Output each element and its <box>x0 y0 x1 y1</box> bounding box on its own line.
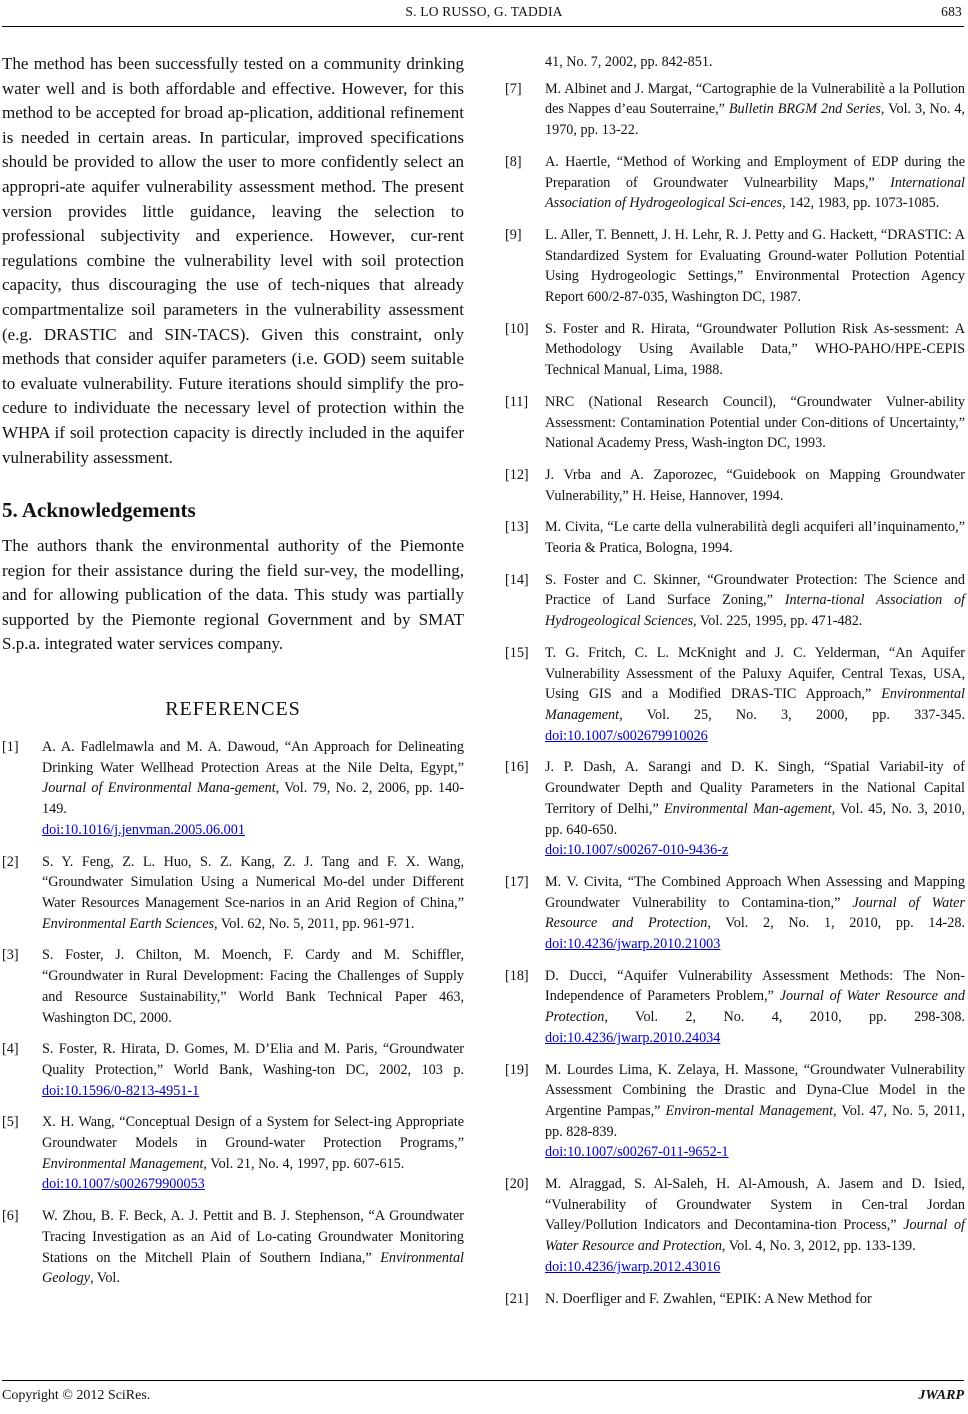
reference-text <box>545 467 965 504</box>
reference-details: , Vol. 225, 1995, pp. 471-482. <box>693 613 863 630</box>
reference-entry <box>2 945 464 1028</box>
reference-citation: 41, No. 7, 2002, pp. 842-851. <box>545 54 713 70</box>
reference-entry <box>505 465 965 506</box>
reference-source: Journal of Water Resource and Protection <box>545 894 965 932</box>
reference-list-right <box>505 52 965 1309</box>
reference-entry <box>505 225 965 308</box>
reference-number: [8] <box>505 153 522 170</box>
right-column <box>505 52 965 1320</box>
reference-details: , Vol. 62, No. 5, 2011, pp. 961-971. <box>214 915 415 932</box>
doi-link[interactable]: doi:10.1596/0-8213-4951-1 <box>42 1082 200 1099</box>
reference-entry <box>2 1039 464 1101</box>
reference-number: [10] <box>505 320 529 337</box>
left-column <box>2 52 464 1300</box>
reference-citation: A. Haertle, “Method of Working and Employment of EDP during the Preparation of Groundwater Vulnearbility Maps,” <box>545 153 965 191</box>
reference-citation: J. P. Dash, A. Sarangi and D. K. Singh, “Spatial Variabil-ity of Groundwater Depth and Quality Parameters in the National Capital Territory of Delhi,” <box>545 759 965 817</box>
running-head <box>0 4 968 28</box>
reference-number: [5] <box>2 1114 19 1131</box>
reference-text <box>545 1062 965 1161</box>
reference-citation: J. Vrba and A. Zaporozec, “Guidebook on Mapping Groundwater Vulnerability,” H. Heise, Hannover, 1994. <box>545 466 965 504</box>
reference-text <box>545 759 965 858</box>
reference-source: Environmental Management <box>545 686 965 723</box>
page-footer <box>2 1388 964 1410</box>
reference-text <box>545 645 965 744</box>
reference-text <box>545 81 965 138</box>
reference-source: Environmental Earth Sciences <box>42 915 215 932</box>
reference-number: [15] <box>505 644 529 661</box>
reference-citation: W. Zhou, B. F. Beck, A. J. Pettit and B. J. Stephenson, “A Groundwater Tracing Investigation as an Aid of Lo-cating Groundwater Monitoring Stations on the Mitchell Plain of Southern Indiana,” <box>42 1208 464 1266</box>
reference-text <box>545 968 965 1046</box>
reference-details: , 142, 1983, pp. 1073-1085. <box>782 195 940 212</box>
reference-entry <box>505 152 965 214</box>
doi-link[interactable]: doi:10.4236/jwarp.2012.43016 <box>545 1258 721 1275</box>
reference-text <box>545 1291 872 1307</box>
reference-details: , Vol. <box>90 1270 120 1287</box>
reference-text <box>42 854 464 932</box>
reference-entry <box>505 517 965 558</box>
reference-source: Journal of Environmental Mana-gement <box>42 780 276 797</box>
reference-entry <box>505 643 965 747</box>
doi-link[interactable]: doi:10.1016/j.jenvman.2005.06.001 <box>42 821 245 838</box>
reference-number: [4] <box>2 1041 19 1058</box>
reference-source: Journal of Water Resource and Protection <box>545 988 965 1026</box>
reference-number: [2] <box>2 853 19 870</box>
reference-entry <box>505 1289 965 1310</box>
reference-entry <box>505 570 965 632</box>
reference-details: , Vol. 45, No. 3, 2010, pp. 640-650. <box>545 800 965 838</box>
reference-source: Environ-mental Management <box>665 1102 834 1119</box>
reference-details: , Vol. 3, No. 4, 1970, pp. 13-22. <box>545 101 965 139</box>
reference-text <box>545 154 965 211</box>
reference-number: [3] <box>2 947 19 964</box>
reference-citation: M. Albinet and J. Margat, “Cartographie de la Vulnerabilitè a la Pollution des Nappes d’eau Souterraine,” <box>545 80 965 118</box>
reference-text <box>545 572 965 629</box>
reference-source: Environmental Man-agement <box>663 800 832 817</box>
reference-details: , Vol. 47, No. 5, 2011, pp. 828-839. <box>545 1102 965 1140</box>
reference-text <box>42 1041 464 1098</box>
reference-text <box>545 1176 965 1275</box>
reference-source: Journal of Water Resource and Protection <box>545 1217 966 1255</box>
reference-text <box>545 874 965 952</box>
doi-link[interactable]: doi:10.1007/s002679910026 <box>545 727 708 744</box>
reference-details: , Vol. 4, No. 3, 2012, pp. 133-139. <box>721 1238 916 1255</box>
reference-entry <box>505 966 965 1049</box>
reference-entry <box>505 1060 965 1164</box>
reference-text <box>545 321 965 378</box>
reference-citation: X. H. Wang, “Conceptual Design of a System for Select-ing Appropriate Groundwater Models in Ground-water Protection Programs,” <box>42 1114 464 1152</box>
reference-citation: S. Foster and C. Skinner, “Groundwater Protection: The Science and Practice of Land Surface Zoning,” <box>545 571 965 609</box>
reference-text <box>42 947 464 1025</box>
journal-abbreviation: JWARP <box>918 1388 964 1403</box>
copyright-notice: Copyright © 2012 SciRes. <box>2 1388 151 1403</box>
reference-citation: T. G. Fritch, C. L. McKnight and J. C. Yelderman, “An Aquifer Vulnerability Assessment of the Paluxy Aquifer, Central Texas, USA, Using GIS and a Modified DRAS-TIC Approach,” <box>545 644 965 703</box>
reference-citation: M. V. Civita, “The Combined Approach When Assessing and Mapping Groundwater Vulnerability to Contamina-tion,” <box>545 873 965 911</box>
reference-source: International Association of Hydrogeological Sci-ences <box>545 174 965 212</box>
reference-entry <box>505 79 965 141</box>
reference-number: [19] <box>505 1061 529 1078</box>
reference-text <box>42 739 464 838</box>
running-head-authors: S. LO RUSSO, G. TADDIA <box>405 4 563 19</box>
reference-text <box>42 1208 464 1286</box>
reference-details: , Vol. 2, No. 1, 2010, pp. 14-28. <box>707 915 965 932</box>
header-rule <box>2 26 964 27</box>
reference-entry <box>505 392 965 454</box>
reference-number: [17] <box>505 873 529 890</box>
reference-text <box>545 227 965 305</box>
reference-text <box>545 394 965 451</box>
reference-number: [18] <box>505 967 529 984</box>
doi-link[interactable]: doi:10.1007/s00267-011-9652-1 <box>545 1144 729 1161</box>
reference-citation: A. A. Fadlelmawla and M. A. Dawoud, “An Approach for Delineating Drinking Water Wellhead Protection Areas at the Nile Delta, Egypt,” <box>42 739 464 776</box>
acknowledgements-text: The authors thank the environmental authority of the Piemonte region for their assistance during the field sur-vey, the modelling, and for allowing publication of the data. This study was partially supported by the Piemonte regional Government and by SMAT S.p.a. integrated water services company. <box>2 536 464 654</box>
doi-link[interactable]: doi:10.1007/s002679900053 <box>42 1176 205 1193</box>
reference-citation: S. Y. Feng, Z. L. Huo, S. Z. Kang, Z. J. Tang and F. X. Wang, “Groundwater Simulation Using a Numerical Mo-del under Different Water Resources Management Sce-narios in an Arid Region of China,” <box>42 853 464 911</box>
reference-number: [13] <box>505 519 529 536</box>
page-number: 683 <box>941 4 962 19</box>
doi-link[interactable]: doi:10.4236/jwarp.2010.24034 <box>545 1029 721 1046</box>
acknowledgements-heading: 5. Acknowledgements <box>2 498 196 523</box>
reference-source: Environmental Management <box>42 1155 204 1172</box>
reference-entry <box>505 872 965 955</box>
reference-entry <box>505 757 965 861</box>
reference-details: , Vol. 25, No. 3, 2000, pp. 337-345. <box>619 706 965 723</box>
reference-details: , Vol. 21, No. 4, 1997, pp. 607-615. <box>203 1155 405 1172</box>
reference-number: [9] <box>505 226 522 243</box>
reference-citation: L. Aller, T. Bennett, J. H. Lehr, R. J. Petty and G. Hackett, “DRASTIC: A Standardized System for Evaluating Ground-water Pollution Potential Using Hydrogeologic Settings,” Environmental Protection Agency Report 600/2-87-035, Washington DC, 1987. <box>545 226 965 306</box>
reference-citation: M. Civita, “Le carte della vulnerabilità degli acquiferi all’inquinamento,” Teoria & Pratica, Bologna, 1994. <box>545 519 965 557</box>
reference-citation: S. Foster, J. Chilton, M. Moench, F. Cardy and M. Schiffler, “Groundwater in Rural Development: Facing the Challenges of Supply and Resource Sustainability,” World Bank Technical Paper 463, Washington DC, 2000. <box>42 947 464 1026</box>
reference-entry <box>505 1174 965 1278</box>
reference-citation: M. Lourdes Lima, K. Zelaya, H. Massone, “Groundwater Vulnerability Assessment Combining the Drastic and Dyna-Clue Model in the Argentine Pampas,” <box>545 1061 965 1119</box>
reference-details: , Vol. 2, No. 4, 2010, pp. 298-308. <box>604 1009 965 1026</box>
reference-citation: M. Alraggad, S. Al-Saleh, H. Al-Amoush, A. Jasem and D. Isied, “Vulnerability of Groundwater System in Cen-tral Jordan Valley/Pollution Indicators and Decontamina-tion Process,” <box>545 1176 965 1234</box>
reference-number: [11] <box>505 393 529 410</box>
reference-text <box>42 1114 464 1192</box>
reference-number: [16] <box>505 759 529 776</box>
reference-number: [6] <box>2 1208 19 1225</box>
reference-details: , Vol. 79, No. 2, 2006, pp. 140-149. <box>42 780 464 818</box>
reference-entry <box>2 1112 464 1195</box>
reference-entry <box>2 1206 464 1289</box>
reference-entry <box>505 319 965 381</box>
reference-text <box>545 54 713 70</box>
reference-source: Bulletin BRGM 2nd Series <box>728 101 881 118</box>
reference-citation: NRC (National Research Council), “Groundwater Vulner-ability Assessment: Contamination Potential under Con-ditions of Uncertainty,” National Academy Press, Wash-ington DC, 1993. <box>545 393 965 452</box>
reference-number: [1] <box>2 739 19 756</box>
reference-source: Environmental Geology <box>42 1249 464 1287</box>
reference-entry <box>505 52 965 73</box>
reference-text <box>545 519 965 556</box>
reference-citation: S. Foster, R. Hirata, D. Gomes, M. D’Elia and M. Paris, “Groundwater Quality Protection,” World Bank, Washing-ton DC, 2002, 103 p. <box>42 1041 464 1078</box>
reference-number: [7] <box>505 80 522 97</box>
reference-entry <box>2 737 464 841</box>
doi-link[interactable]: doi:10.4236/jwarp.2010.21003 <box>545 936 721 953</box>
references-heading: REFERENCES <box>165 698 301 721</box>
reference-source: Interna-tional Association of Hydrogeological Sciences <box>545 592 965 630</box>
reference-number: [21] <box>505 1290 529 1307</box>
reference-citation: S. Foster and R. Hirata, “Groundwater Pollution Risk As-sessment: A Methodology Using Available Data,” WHO-PAHO/HPE-CEPIS Technical Manual, Lima, 1988. <box>545 320 965 379</box>
doi-link[interactable]: doi:10.1007/s00267-010-9436-z <box>545 842 729 859</box>
reference-number: [12] <box>505 466 529 483</box>
reference-entry <box>2 852 464 935</box>
reference-number: [20] <box>505 1176 529 1193</box>
reference-citation: D. Ducci, “Aquifer Vulnerability Assessment Methods: The Non-Independence of Parameters Problem,” <box>545 967 965 1005</box>
conclusion-paragraph: The method has been successfully tested on a community drinking water well and is both affordable and effective. However, for this method to be accepted for broad ap-plication, additional refinement is needed in certain areas. In particular, improved specifications should be provided to allow the user to more confidently select an appropri-ate aquifer vulnerability assessment method. The present version provides little guidance, leaving the selection to professional subjectivity and experience. However, cur-rent regulations combine the vulnerability level with soil protection capacity, thus discouraging the use of tech-niques that already compartmentalize soil parameters in the vulnerability assessment (e.g. DRASTIC and SIN-TACS). Given this constraint, only methods that consider aquifer parameters (i.e. GOD) seem suitable to evaluate vulnerability. Future iterations should simplify the pro-cedure to individuate the necessary level of protection within the WHPA if soil protection capacity is directly included in the aquifer vulnerability assessment. <box>2 54 464 467</box>
reference-citation: N. Doerfliger and F. Zwahlen, “EPIK: A New Method for <box>545 1290 872 1307</box>
reference-number: [14] <box>505 571 529 588</box>
reference-list-left <box>2 737 464 1289</box>
footer-rule <box>2 1380 964 1381</box>
